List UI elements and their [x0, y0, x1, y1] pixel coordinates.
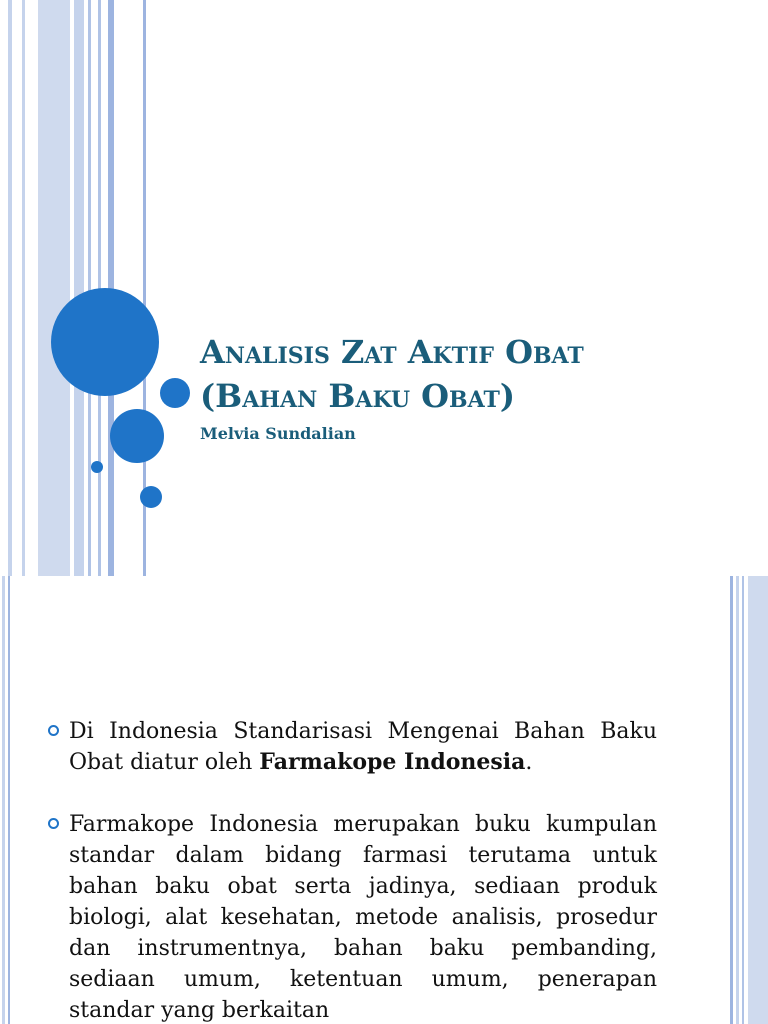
- decorative-stripes-left: [8, 0, 148, 576]
- decorative-stripes-right: [730, 576, 768, 1024]
- content-slide: [0, 576, 768, 1024]
- decorative-stripes-left-2: [0, 576, 14, 1024]
- bullet-circle-icon: [48, 818, 59, 829]
- slide-title: [200, 330, 760, 418]
- author-name: Melvia Sundalian: [200, 424, 356, 443]
- decorative-dot-tiny: [91, 461, 103, 473]
- decorative-dot-small: [140, 486, 162, 508]
- bullet-1-text-end: .: [525, 750, 533, 775]
- bullet-item-1: [48, 716, 657, 778]
- bullet-1-bold-text: Farmakope Indonesia: [259, 749, 526, 775]
- bullet-item-2: [48, 809, 657, 1024]
- title-line-2: (Bahan Baku Obat): [200, 377, 515, 415]
- bullet-list: [48, 716, 657, 1024]
- decorative-circle-large: [51, 288, 159, 396]
- bullet-1-text: Di Indonesia Standarisasi Mengenai Bahan Baku Obat diatur oleh: [69, 719, 657, 775]
- decorative-circle-small: [160, 378, 190, 408]
- bullet-circle-icon: [48, 725, 59, 736]
- title-block: [200, 330, 760, 443]
- decorative-circle-medium: [110, 409, 164, 463]
- title-line-1: Analisis Zat Aktif Obat: [200, 333, 584, 371]
- bullet-2-text: Farmakope Indonesia merupakan buku kumpulan standar dalam bidang farmasi terutama untuk bahan baku obat serta jadinya, sediaan produk biologi, alat kesehatan, metode analisis, prosedur dan instrumentnya, bahan baku pembanding, sediaan umum, ketentuan umum, penerapan standar yang berkaitan: [69, 812, 657, 1023]
